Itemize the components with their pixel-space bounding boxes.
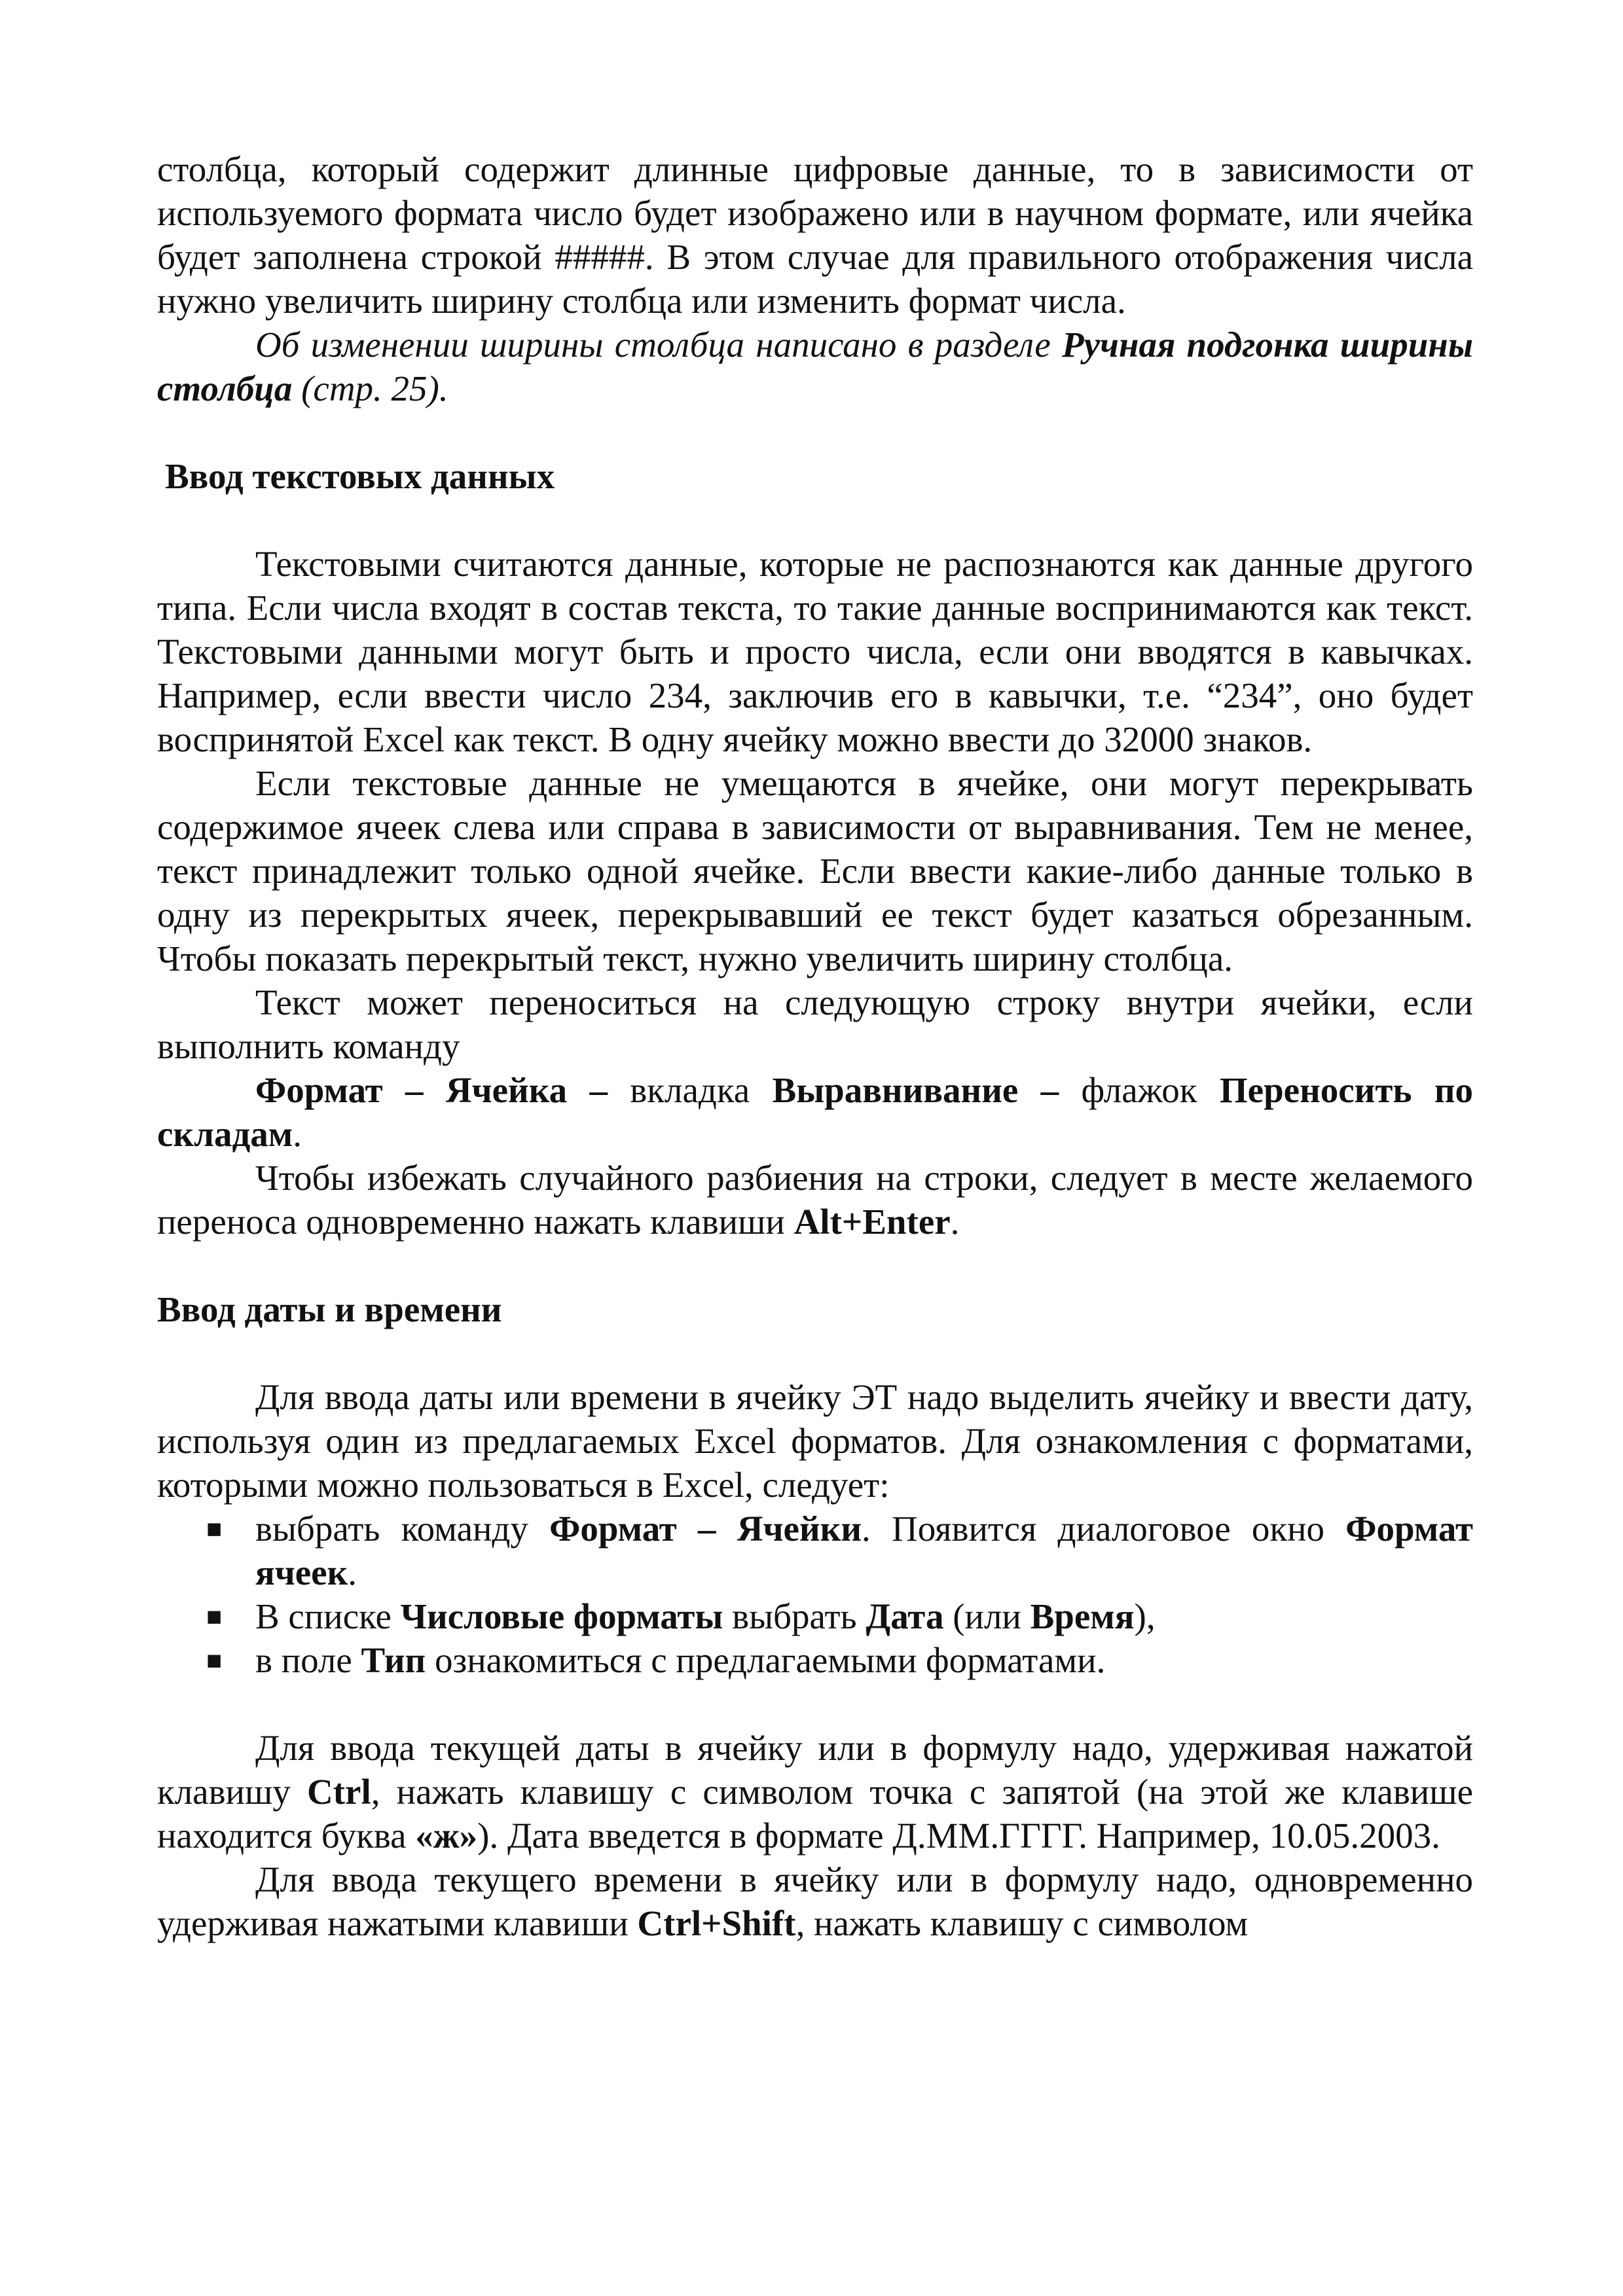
cmd-format-cell: Формат – Ячейка – bbox=[255, 1070, 608, 1110]
paragraph-date-1: Для ввода даты или времени в ячейку ЭТ надо выделить ячейку и ввести дату, используя один из предлагаемых Excel форматов. Для ознакомления с форматами, которыми можно пользоваться в Excel, следует: bbox=[157, 1377, 1473, 1505]
document-page bbox=[157, 147, 1473, 1945]
date-2-text: , нажать клавишу с символом точка с запятой (на этой же клавише находится буква bbox=[157, 1772, 1473, 1856]
list-item-text: . bbox=[348, 1552, 357, 1592]
list-item-text: выбрать команду bbox=[255, 1509, 550, 1549]
list-item-text: В списке bbox=[255, 1596, 401, 1636]
paragraph-command bbox=[157, 1068, 1473, 1156]
list-item-bold: Время bbox=[1030, 1596, 1135, 1636]
note-text-pre: Об изменении ширины столбца написано в разделе bbox=[255, 325, 1063, 365]
cmd-text-2: флажок bbox=[1059, 1070, 1220, 1110]
list-item-bold: Дата bbox=[866, 1596, 944, 1636]
list-item bbox=[157, 1507, 1473, 1594]
paragraph-intro: столбца, который содержит длинные цифровые данные, то в зависимости от используемого формата число будет изображено или в научном формате, или ячейка будет заполнена строкой #####. В этом случае для правильного отображения числа нужно увеличить ширину столбца или изменить формат числа. bbox=[157, 149, 1473, 321]
list-item-text: ознакомиться с предлагаемыми форматами. bbox=[426, 1640, 1106, 1680]
paragraph-text-4 bbox=[157, 1156, 1473, 1244]
list-item-text: (или bbox=[943, 1596, 1030, 1636]
cmd-wrap-text: Переносить по складам bbox=[157, 1070, 1474, 1154]
bullet-square-icon: ■ bbox=[206, 1645, 223, 1675]
list-item-bold: Формат ячеек bbox=[255, 1509, 1473, 1592]
spacer bbox=[157, 1682, 1473, 1726]
bullet-list bbox=[157, 1507, 1473, 1682]
ctrl-shift-keys: Ctrl+Shift bbox=[637, 1903, 796, 1943]
bullet-square-icon: ■ bbox=[206, 1514, 223, 1543]
date-3-text: , нажать клавишу с символом bbox=[795, 1903, 1249, 1943]
date-3-text: Для ввода текущего времени в ячейку или в формулу надо, одновременно удерживая нажатыми клавиши bbox=[157, 1859, 1473, 1943]
text-4-pre: Чтобы избежать случайного разбиения на строки, следует в месте желаемого переноса одновременно нажать клавиши bbox=[157, 1158, 1473, 1242]
date-2-text: ). Дата введется в формате Д.ММ.ГГГГ. Например, 10.05.2003. bbox=[477, 1816, 1440, 1856]
letter-zh: «ж» bbox=[415, 1816, 478, 1856]
note-link-section: Ручная подгонка ширины столбца bbox=[157, 325, 1473, 408]
list-item-text: . Появится диалоговое окно bbox=[862, 1509, 1346, 1549]
list-item-bold: Числовые форматы bbox=[400, 1596, 723, 1636]
cmd-alignment: Выравнивание – bbox=[772, 1070, 1059, 1110]
paragraph-text-1: Текстовыми считаются данные, которые не распознаются как данные другого типа. Если числа входят в состав текста, то такие данные воспринимаются как текст. Текстовыми данными могут быть и просто числа, если они вводятся в кавычках. Например, если ввести число 234, заключив его в кавычки, т.е. “234”, оно будет воспринятой Excel как текст. В одну ячейку можно ввести до 32000 знаков. bbox=[157, 544, 1473, 759]
date-2-text: Для ввода текущей даты в ячейку или в формулу надо, удерживая нажатой клавишу bbox=[157, 1728, 1473, 1812]
list-item bbox=[157, 1638, 1473, 1682]
list-item-bold: Тип bbox=[361, 1640, 426, 1680]
list-item-text: выбрать bbox=[723, 1596, 866, 1636]
list-item bbox=[157, 1594, 1473, 1638]
paragraph-text-2: Если текстовые данные не умещаются в ячейке, они могут перекрывать содержимое ячеек слева или справа в зависимости от выравнивания. Тем не менее, текст принадлежит только одной ячейке. Если ввести какие-либо данные только в одну из перекрытых ячеек, перекрывавший ее текст будет казаться обрезанным. Чтобы показать перекрытый текст, нужно увеличить ширину столбца. bbox=[157, 763, 1473, 978]
text-4-post: . bbox=[950, 1202, 960, 1242]
bullet-square-icon: ■ bbox=[206, 1602, 223, 1631]
paragraph-date-2 bbox=[157, 1726, 1473, 1857]
cmd-text-1: вкладка bbox=[607, 1070, 773, 1110]
paragraph-text-3: Текст может переноситься на следующую строку внутри ячейки, если выполнить команду bbox=[157, 982, 1473, 1066]
alt-enter-keys: Alt+Enter bbox=[793, 1202, 951, 1242]
ctrl-key: Ctrl bbox=[307, 1772, 371, 1812]
spacer bbox=[157, 1331, 1473, 1375]
note-text-post: (стр. 25). bbox=[292, 368, 448, 408]
spacer bbox=[157, 498, 1473, 542]
cmd-text-3: . bbox=[293, 1114, 302, 1154]
list-item-bold: Формат – Ячейки bbox=[549, 1509, 862, 1549]
list-item-text: в поле bbox=[255, 1640, 361, 1680]
paragraph-date-3 bbox=[157, 1857, 1473, 1945]
list-item-text: ), bbox=[1134, 1596, 1156, 1636]
spacer bbox=[157, 1244, 1473, 1287]
heading-text-input: Ввод текстовых данных bbox=[165, 456, 555, 496]
heading-date-time: Ввод даты и времени bbox=[157, 1289, 502, 1329]
note-column-width bbox=[157, 323, 1473, 410]
